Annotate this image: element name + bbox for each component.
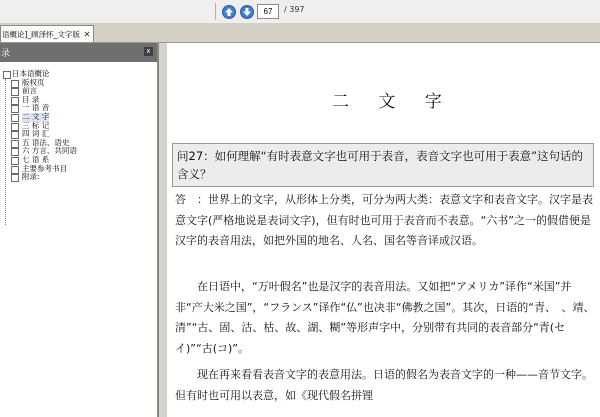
bookmark-page-icon [11,123,19,131]
document-tab[interactable] [0,25,94,42]
answer-paragraph: 答 ：世界上的文字，从形体上分类，可分为两大类：表意文字和表音文字。汉字是表意文字(严格地说是表词文字)，但有时也可用于表音而不表意。“六书”之一的假借便是汉字的表音用法，如把外国的地名、人名、国名等音译成汉语。 [175,193,593,247]
arrow-up-icon [222,5,236,19]
bookmark-page-icon [11,114,19,122]
toolbar [0,0,600,24]
bookmark-page-icon [11,80,19,88]
page-total: / 397 [284,5,305,14]
bookmarks-panel: 录 x 日本语概论 版权页 前言 目 录 一 语 音 二 文 字 三 标 记 四 词 汇 五 语法、语史 六 方言、共同语 七 语 系 主要参考书目 附录: [0,43,159,417]
document-tab-label: 语概论]_顾泽怀_文字版 [2,29,80,39]
close-icon: x [146,47,151,55]
bookmarks-panel-title: 录 [1,49,11,59]
question-text: 问27：如何理解“有时表意文字也可用于表音，表音文字也可用于表意”这句话的含义？ [177,149,584,181]
page-number-input[interactable] [257,4,279,19]
toolbar-separator [215,3,216,20]
bookmark-page-icon [11,174,19,182]
close-tab-icon[interactable]: ✕ [83,29,91,39]
body-paragraph: 在日语中，“万叶假名”也是汉字的表音用法。又如把“アメリカ”译作“米国”并非“产大米之国”，“フランス”译作“仏”也决非“佛教之国”。其次，日语的“青、 、靖、清”“古、固、沽、枯、故、湖、糊”等形声字中，分别带有共同的表音部分“青(セイ)”“古(コ)”。 [175,280,595,355]
document-page [167,43,600,417]
bookmark-page-icon [11,105,19,113]
bookmarks-panel-header [0,43,157,62]
tree-connector-line [5,79,7,225]
previous-page-button[interactable] [221,4,236,19]
bookmark-page-icon [11,97,19,105]
bookmark-page-icon [11,131,19,139]
bookmark-page-icon [11,166,19,174]
arrow-down-icon [240,5,254,19]
bookmark-page-icon [11,157,19,165]
question-box [172,143,594,187]
body-paragraph: 现在再来看看表音文字的表意用法。日语的假名为表音文字的一种——音节文字。但有时也可用以表意，如《现代假名拼锂 [175,368,593,402]
collapse-toggle-icon[interactable] [3,71,11,79]
bookmark-page-icon [11,148,19,156]
bookmark-page-icon [11,140,19,148]
chapter-heading: 二 文 字 [332,92,454,112]
tab-bar [0,23,600,43]
bookmark-page-icon [11,88,19,96]
close-panel-button[interactable] [144,47,153,56]
document-viewer[interactable] [160,43,600,417]
next-page-button[interactable] [239,4,254,19]
